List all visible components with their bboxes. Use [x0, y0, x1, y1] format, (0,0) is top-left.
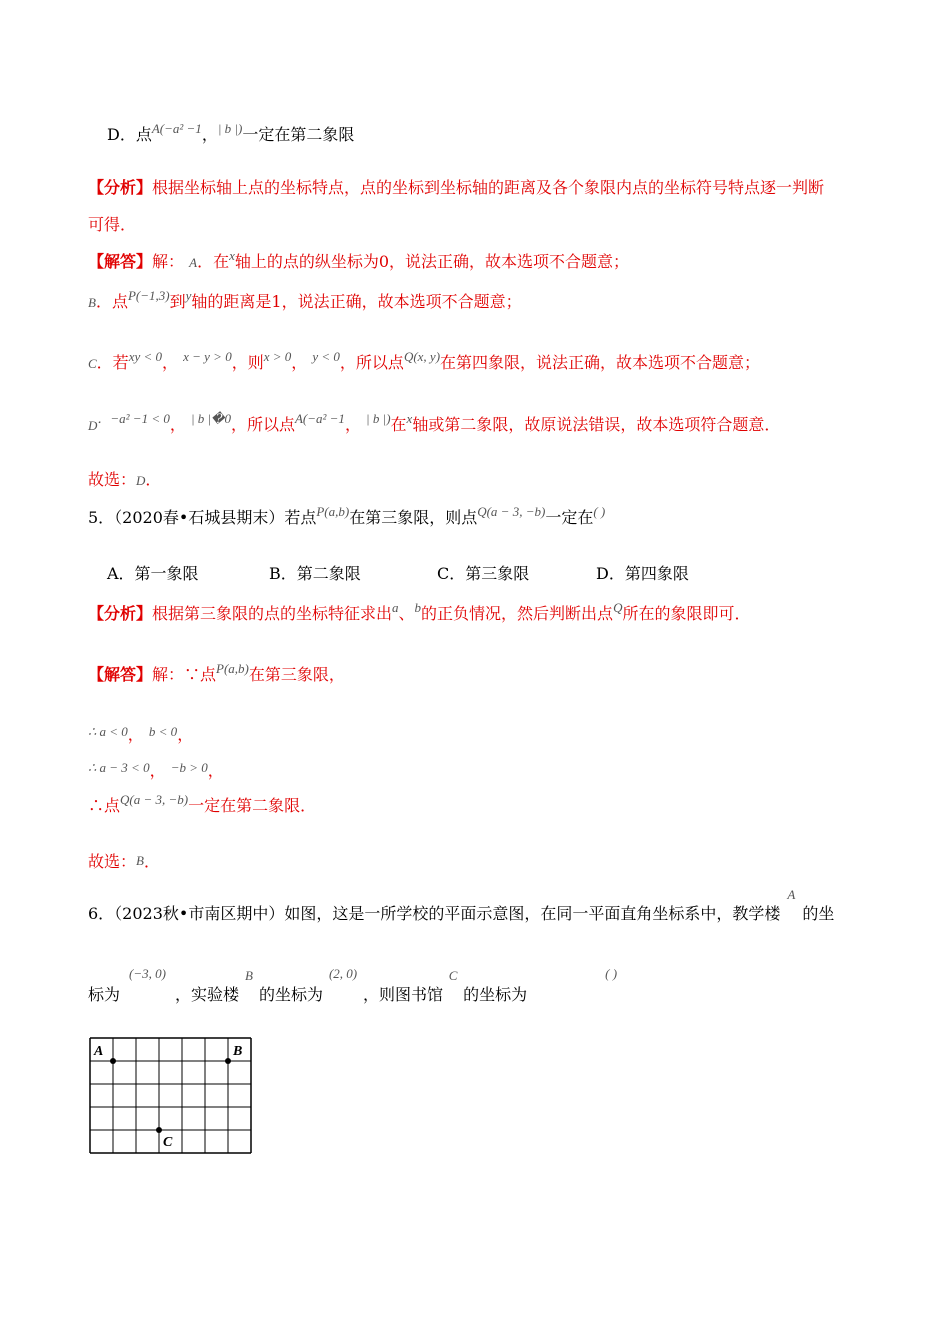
- grid-label-c: C: [163, 1135, 173, 1150]
- q5-math1: P(a,b): [316, 504, 350, 519]
- option-d-label: D．点: [107, 125, 152, 144]
- q5-analysis4: 所在的象限即可．: [622, 604, 751, 623]
- grid-label-b: B: [233, 1044, 243, 1059]
- q5-answer: [88, 852, 160, 873]
- solution1-c-text3: ，所以点: [339, 353, 404, 372]
- q5-answer-suffix: ．: [143, 852, 160, 871]
- option-d-line: [107, 121, 355, 146]
- solution1-d-label: D: [88, 418, 98, 433]
- q6-stem2: 的坐: [802, 904, 835, 923]
- q6-stem-line2: [88, 966, 618, 1006]
- q6-stem7: 的坐标为: [463, 985, 528, 1004]
- solution1-answer: [88, 470, 161, 491]
- q5-option-c: C．第三象限: [437, 564, 530, 583]
- solution1-b-math2: y: [185, 288, 192, 303]
- q6-math-c: C: [448, 968, 458, 983]
- q5-analysis3: 的正负情况，然后判断出点: [421, 604, 614, 623]
- q5-paren: ( ): [593, 504, 606, 519]
- q5-solution: [88, 661, 345, 686]
- q5-stem1: 5．（2020春•石城县期末）若点: [88, 508, 317, 527]
- grid-point-b: [225, 1058, 231, 1064]
- q6-math-coord-b: (2, 0): [328, 966, 358, 981]
- solution1-c-math4: y < 0: [312, 349, 340, 364]
- q5-math2: Q(a − 3, −b): [477, 504, 546, 519]
- solution1-b-text2: 到: [169, 292, 186, 311]
- solution1-tag: 【解答】: [88, 252, 153, 271]
- q5-step2-m2: −b > 0: [170, 760, 208, 775]
- q5-answer-value: B: [136, 853, 144, 868]
- q5-analysis-m2: b: [414, 600, 422, 615]
- solution1-b-text3: 轴的距离是1，说法正确，故本选项不合题意；: [191, 292, 522, 311]
- solution1-c-text1: ．若: [96, 353, 129, 372]
- q5-option-b: B．第二象限: [269, 564, 361, 583]
- solution1-intro: 解：: [152, 252, 185, 271]
- solution1-line-c: [88, 349, 761, 374]
- q6-stem3: 标为: [88, 985, 121, 1004]
- q5-analysis2: 、: [398, 604, 415, 623]
- solution1-line-b: [88, 288, 522, 313]
- q5-answer-prefix: 故选：: [88, 852, 137, 871]
- solution1-d-math1: ．−a² −1 < 0: [97, 411, 170, 426]
- grid-label-a: A: [94, 1044, 104, 1059]
- grid-point-c: [156, 1127, 162, 1133]
- q5-step2-comma2: ，: [207, 761, 224, 780]
- q5-sol1: 解：∵点: [152, 665, 217, 684]
- q5-stem3: 一定在: [545, 508, 594, 527]
- option-d-math1: A(−a² −1: [151, 121, 202, 136]
- q5-step2-m1: ∴ a − 3 < 0: [88, 760, 150, 775]
- solution1-line-d: [88, 411, 781, 436]
- q5-step1-m2: b < 0: [148, 724, 178, 739]
- q5-analysis-tag: 【分析】: [88, 604, 153, 623]
- q6-stem5: 的坐标为: [259, 985, 324, 1004]
- analysis1-tag: 【分析】: [88, 178, 153, 197]
- q5-step3-t2: 一定在第二象限．: [188, 796, 317, 815]
- q5-step1: [88, 725, 193, 746]
- q5-analysis-m1: a: [392, 600, 399, 615]
- q5-option-d: D．第四象限: [596, 564, 689, 583]
- solution1-d-comma2: ，: [344, 415, 361, 434]
- solution1-d-text3: 轴或第二象限，故原说法错误，故本选项符合题意．: [412, 415, 781, 434]
- solution1-c-comma2: ，: [291, 353, 308, 372]
- solution1-a-text1: ．在: [197, 252, 230, 271]
- solution1-answer-prefix: 故选：: [88, 470, 137, 489]
- solution1-line-a: [88, 248, 630, 273]
- q5-sol-m1: P(a,b): [216, 661, 249, 676]
- q5-step3: [88, 792, 317, 817]
- solution1-answer-value: D: [136, 473, 146, 488]
- solution1-d-math3: A(−a² −1: [294, 411, 345, 426]
- q5-step3-m1: Q(a − 3, −b): [120, 792, 189, 807]
- q6-math-a: A: [787, 887, 796, 902]
- solution1-a-math: x: [229, 248, 235, 263]
- q6-stem6: ，则图书馆: [363, 985, 444, 1004]
- q5-step1-m1: ∴ a < 0: [88, 724, 128, 739]
- analysis1-line1: [88, 178, 824, 198]
- solution1-d-math4: | b |): [366, 411, 391, 426]
- q6-stem4: ，实验楼: [175, 985, 240, 1004]
- solution1-d-math5: x: [406, 411, 413, 426]
- solution1-c-label: C: [88, 356, 97, 371]
- solution1-c-text4: 在第四象限，说法正确，故本选项不合题意；: [440, 353, 761, 372]
- solution1-b-text1: ．点: [95, 292, 128, 311]
- solution1-b-label: B: [88, 295, 96, 310]
- q5-option-a: A．第一象限: [107, 564, 199, 583]
- solution1-c-math5: Q(x, y): [403, 349, 441, 364]
- q6-paren: ( ): [605, 966, 618, 981]
- solution1-a-text2: 轴上的点的纵坐标为0，说法正确，故本选项不合题意；: [234, 252, 630, 271]
- solution1-d-math2: | b |�0: [190, 411, 231, 426]
- q5-step2: [88, 761, 224, 782]
- q5-stem: [88, 504, 606, 529]
- solution1-c-text2: ，则: [231, 353, 264, 372]
- option-d-math2: | b |): [217, 121, 243, 136]
- q5-sol-tag: 【解答】: [88, 665, 153, 684]
- q5-step3-t1: ∴点: [88, 796, 121, 815]
- analysis1-line2: 可得．: [88, 215, 137, 234]
- q6-math-b: B: [245, 968, 253, 983]
- q5-analysis1: 根据第三象限的点的坐标特征求出: [152, 604, 393, 623]
- solution1-c-math3: x > 0: [263, 349, 292, 364]
- q5-step1-comma1: ，: [127, 725, 144, 744]
- school-grid-figure: [89, 1037, 255, 1157]
- solution1-c-math1: xy < 0: [128, 349, 162, 364]
- q5-stem2: 在第三象限，则点: [349, 508, 478, 527]
- solution1-a-label: A: [189, 255, 198, 270]
- solution1-answer-suffix: ．: [145, 470, 162, 489]
- option-d-text: 一定在第二象限: [242, 125, 355, 144]
- q6-stem-line1: [88, 887, 835, 925]
- q5-step2-comma1: ，: [149, 761, 166, 780]
- analysis1-text1: 根据坐标轴上点的坐标特点，点的坐标到坐标轴的距离及各个象限内点的坐标符号特点逐一判断: [152, 178, 825, 197]
- solution1-d-comma1: ，: [169, 415, 186, 434]
- solution1-b-math1: P(−1,3): [127, 288, 170, 303]
- solution1-d-text1: ，所以点: [230, 415, 295, 434]
- solution1-d-text2: 在: [390, 415, 407, 434]
- q6-math-coord-a: (−3, 0): [129, 966, 166, 981]
- q5-analysis-m3: Q: [613, 600, 623, 615]
- q6-stem1: 6．（2023秋•市南区期中）如图，这是一所学校的平面示意图，在同一平面直角坐标系中，教学楼: [88, 904, 781, 923]
- option-d-sep: ，: [201, 125, 218, 144]
- grid-points: [110, 1058, 231, 1133]
- q5-sol2: 在第三象限，: [248, 665, 345, 684]
- q5-step1-comma2: ，: [177, 725, 194, 744]
- grid-point-a: [110, 1058, 116, 1064]
- solution1-c-math2: x − y > 0: [183, 349, 232, 364]
- solution1-c-comma1: ，: [162, 353, 179, 372]
- q5-analysis: [88, 600, 751, 625]
